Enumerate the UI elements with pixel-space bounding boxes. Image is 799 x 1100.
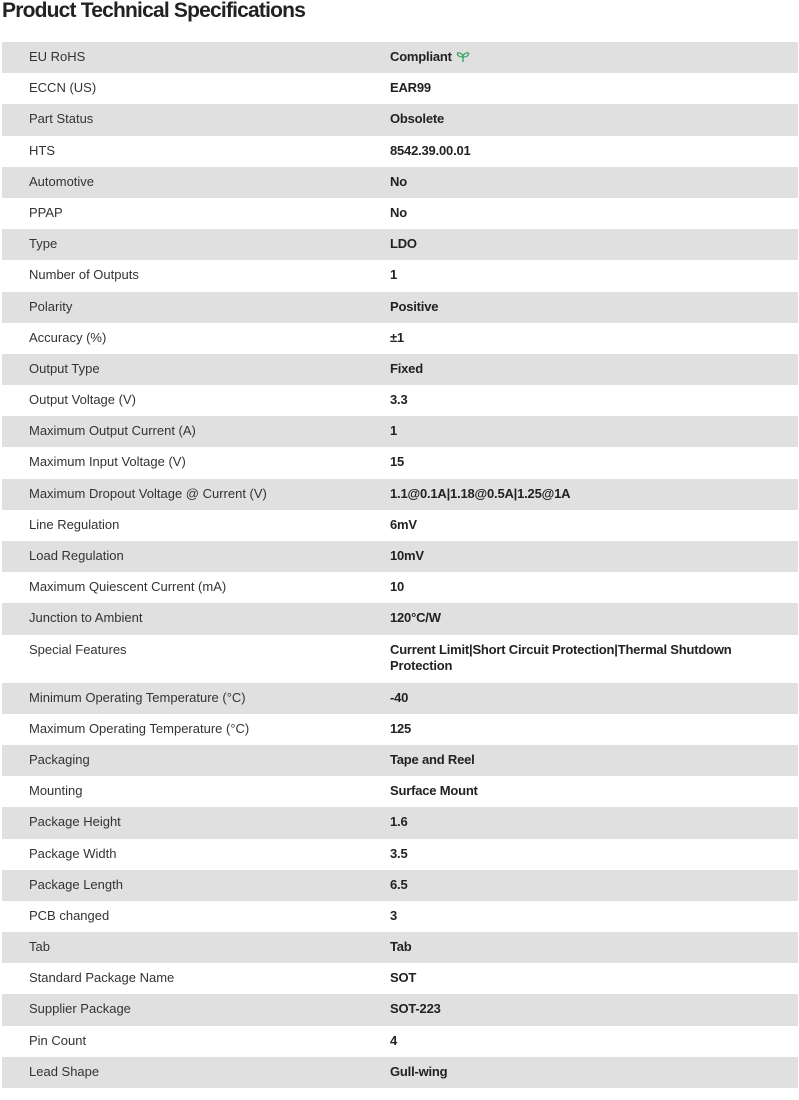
spec-value-cell <box>390 236 750 252</box>
spec-row <box>2 292 798 323</box>
spec-value: ±1 <box>390 329 404 345</box>
spec-value: Current Limit|Short Circuit Protection|Thermal Shutdown Protection <box>390 641 732 673</box>
spec-value-cell <box>390 423 750 439</box>
spec-value: 1.1@0.1A|1.18@0.5A|1.25@1A <box>390 485 571 501</box>
spec-label: Standard Package Name <box>29 970 175 986</box>
spec-row <box>2 198 798 229</box>
spec-value: -40 <box>390 689 409 705</box>
spec-value: LDO <box>390 236 417 252</box>
spec-value: 10mV <box>390 548 424 563</box>
spec-row <box>2 104 798 135</box>
spec-row <box>2 683 798 714</box>
spec-value: 6mV <box>390 516 417 532</box>
spec-value: Obsolete <box>390 111 445 127</box>
spec-label: Polarity <box>29 298 73 314</box>
spec-value-cell <box>390 454 750 470</box>
spec-value: 1.6 <box>390 814 408 830</box>
spec-value: No <box>390 204 407 220</box>
spec-label: Minimum Operating Temperature (°C) <box>29 689 246 705</box>
spec-label: Tab <box>29 939 50 955</box>
spec-value: 4 <box>390 1032 398 1048</box>
spec-value-cell <box>390 877 750 893</box>
spec-row <box>2 229 798 260</box>
spec-label: Package Height <box>29 814 121 830</box>
spec-value-cell <box>390 205 750 221</box>
spec-value: EAR99 <box>390 80 431 96</box>
spec-label: Maximum Operating Temperature (°C) <box>29 720 250 736</box>
spec-label: Maximum Input Voltage (V) <box>29 454 186 470</box>
spec-label: Pin Count <box>29 1032 87 1048</box>
spec-label: Lead Shape <box>29 1063 100 1079</box>
spec-row <box>2 354 798 385</box>
spec-row <box>2 510 798 541</box>
spec-value: SOT-223 <box>390 1001 441 1017</box>
spec-label: Load Regulation <box>29 548 124 563</box>
spec-label: Output Voltage (V) <box>29 392 136 408</box>
spec-row <box>2 714 798 745</box>
spec-value-cell <box>390 970 750 986</box>
spec-row <box>2 541 798 572</box>
spec-value: 3.5 <box>390 845 408 861</box>
spec-row <box>2 385 798 416</box>
spec-label: Accuracy (%) <box>29 329 107 345</box>
spec-value-cell <box>390 392 750 408</box>
spec-value: Positive <box>390 298 439 314</box>
spec-value-cell <box>390 49 750 67</box>
specifications-table <box>2 42 798 1088</box>
spec-label: PCB changed <box>29 907 110 923</box>
spec-value: 1 <box>390 267 398 283</box>
spec-row <box>2 479 798 510</box>
spec-label: Maximum Quiescent Current (mA) <box>29 579 227 595</box>
spec-value-cell <box>390 267 750 283</box>
spec-value: Gull-wing <box>390 1063 448 1079</box>
spec-row <box>2 260 798 291</box>
spec-label: Mounting <box>29 783 83 799</box>
spec-value-cell <box>390 517 750 533</box>
spec-value: 125 <box>390 720 412 736</box>
spec-label: Supplier Package <box>29 1001 131 1017</box>
spec-row <box>2 136 798 167</box>
spec-label: Maximum Dropout Voltage @ Current (V) <box>29 485 267 501</box>
spec-value: 3.3 <box>390 392 408 408</box>
spec-row <box>2 416 798 447</box>
spec-label: Line Regulation <box>29 516 120 532</box>
spec-row <box>2 42 798 73</box>
spec-value-cell <box>390 143 750 159</box>
spec-value-cell <box>390 939 750 955</box>
spec-row <box>2 635 798 683</box>
spec-value-cell <box>390 111 750 127</box>
spec-value-cell <box>390 174 750 190</box>
spec-value: Fixed <box>390 360 423 376</box>
spec-row <box>2 776 798 807</box>
spec-value-cell <box>390 846 750 862</box>
spec-row <box>2 963 798 994</box>
spec-value: No <box>390 173 407 189</box>
spec-value-cell <box>390 80 750 96</box>
spec-row <box>2 73 798 104</box>
spec-value-cell <box>390 1064 750 1080</box>
spec-value: 3 <box>390 907 398 923</box>
spec-value-cell <box>390 361 750 377</box>
spec-value: 1 <box>390 423 398 439</box>
spec-value: 6.5 <box>390 876 408 892</box>
spec-value: 120°C/W <box>390 610 441 626</box>
spec-label: Packaging <box>29 751 90 767</box>
spec-row <box>2 994 798 1025</box>
spec-row <box>2 839 798 870</box>
spec-label: Package Length <box>29 876 123 892</box>
spec-row <box>2 323 798 354</box>
spec-value-cell <box>390 721 750 737</box>
spec-value: Surface Mount <box>390 783 478 799</box>
spec-value-cell <box>390 752 750 768</box>
spec-value-cell <box>390 548 750 564</box>
spec-value: Tab <box>390 939 412 955</box>
spec-label: EU RoHS <box>29 49 86 64</box>
spec-label: PPAP <box>29 204 63 220</box>
spec-row <box>2 1057 798 1088</box>
spec-value-cell <box>390 579 750 595</box>
spec-value: 8542.39.00.01 <box>390 142 471 158</box>
spec-row <box>2 870 798 901</box>
spec-value-cell <box>390 908 750 924</box>
spec-value-cell <box>390 642 750 674</box>
spec-row <box>2 745 798 776</box>
spec-row <box>2 167 798 198</box>
spec-value: Compliant <box>390 49 452 64</box>
spec-value: 15 <box>390 454 405 470</box>
spec-value-cell <box>390 814 750 830</box>
spec-value: SOT <box>390 970 417 986</box>
spec-value: Tape and Reel <box>390 751 475 767</box>
spec-row <box>2 603 798 634</box>
spec-row <box>2 1026 798 1057</box>
spec-value-cell <box>390 330 750 346</box>
spec-label: Maximum Output Current (A) <box>29 423 196 439</box>
spec-label: Part Status <box>29 111 94 127</box>
spec-label: Number of Outputs <box>29 267 139 283</box>
leaf-icon <box>456 51 470 67</box>
spec-label: HTS <box>29 142 55 158</box>
page-title: Product Technical Specifications <box>2 0 306 22</box>
spec-value-cell <box>390 610 750 626</box>
spec-label: Type <box>29 236 58 252</box>
spec-label: Output Type <box>29 360 100 376</box>
spec-label: Automotive <box>29 173 95 189</box>
spec-value: 10 <box>390 579 405 595</box>
spec-row <box>2 447 798 478</box>
spec-label: Package Width <box>29 845 117 861</box>
spec-label: ECCN (US) <box>29 80 97 96</box>
spec-value-cell <box>390 1033 750 1049</box>
spec-row <box>2 932 798 963</box>
spec-value-cell <box>390 486 750 502</box>
spec-label: Special Features <box>29 641 127 657</box>
spec-value-cell <box>390 299 750 315</box>
spec-value-cell <box>390 690 750 706</box>
spec-value-cell <box>390 1001 750 1017</box>
spec-row <box>2 572 798 603</box>
spec-label: Junction to Ambient <box>29 610 143 626</box>
spec-row <box>2 901 798 932</box>
spec-row <box>2 807 798 838</box>
spec-value-cell <box>390 783 750 799</box>
